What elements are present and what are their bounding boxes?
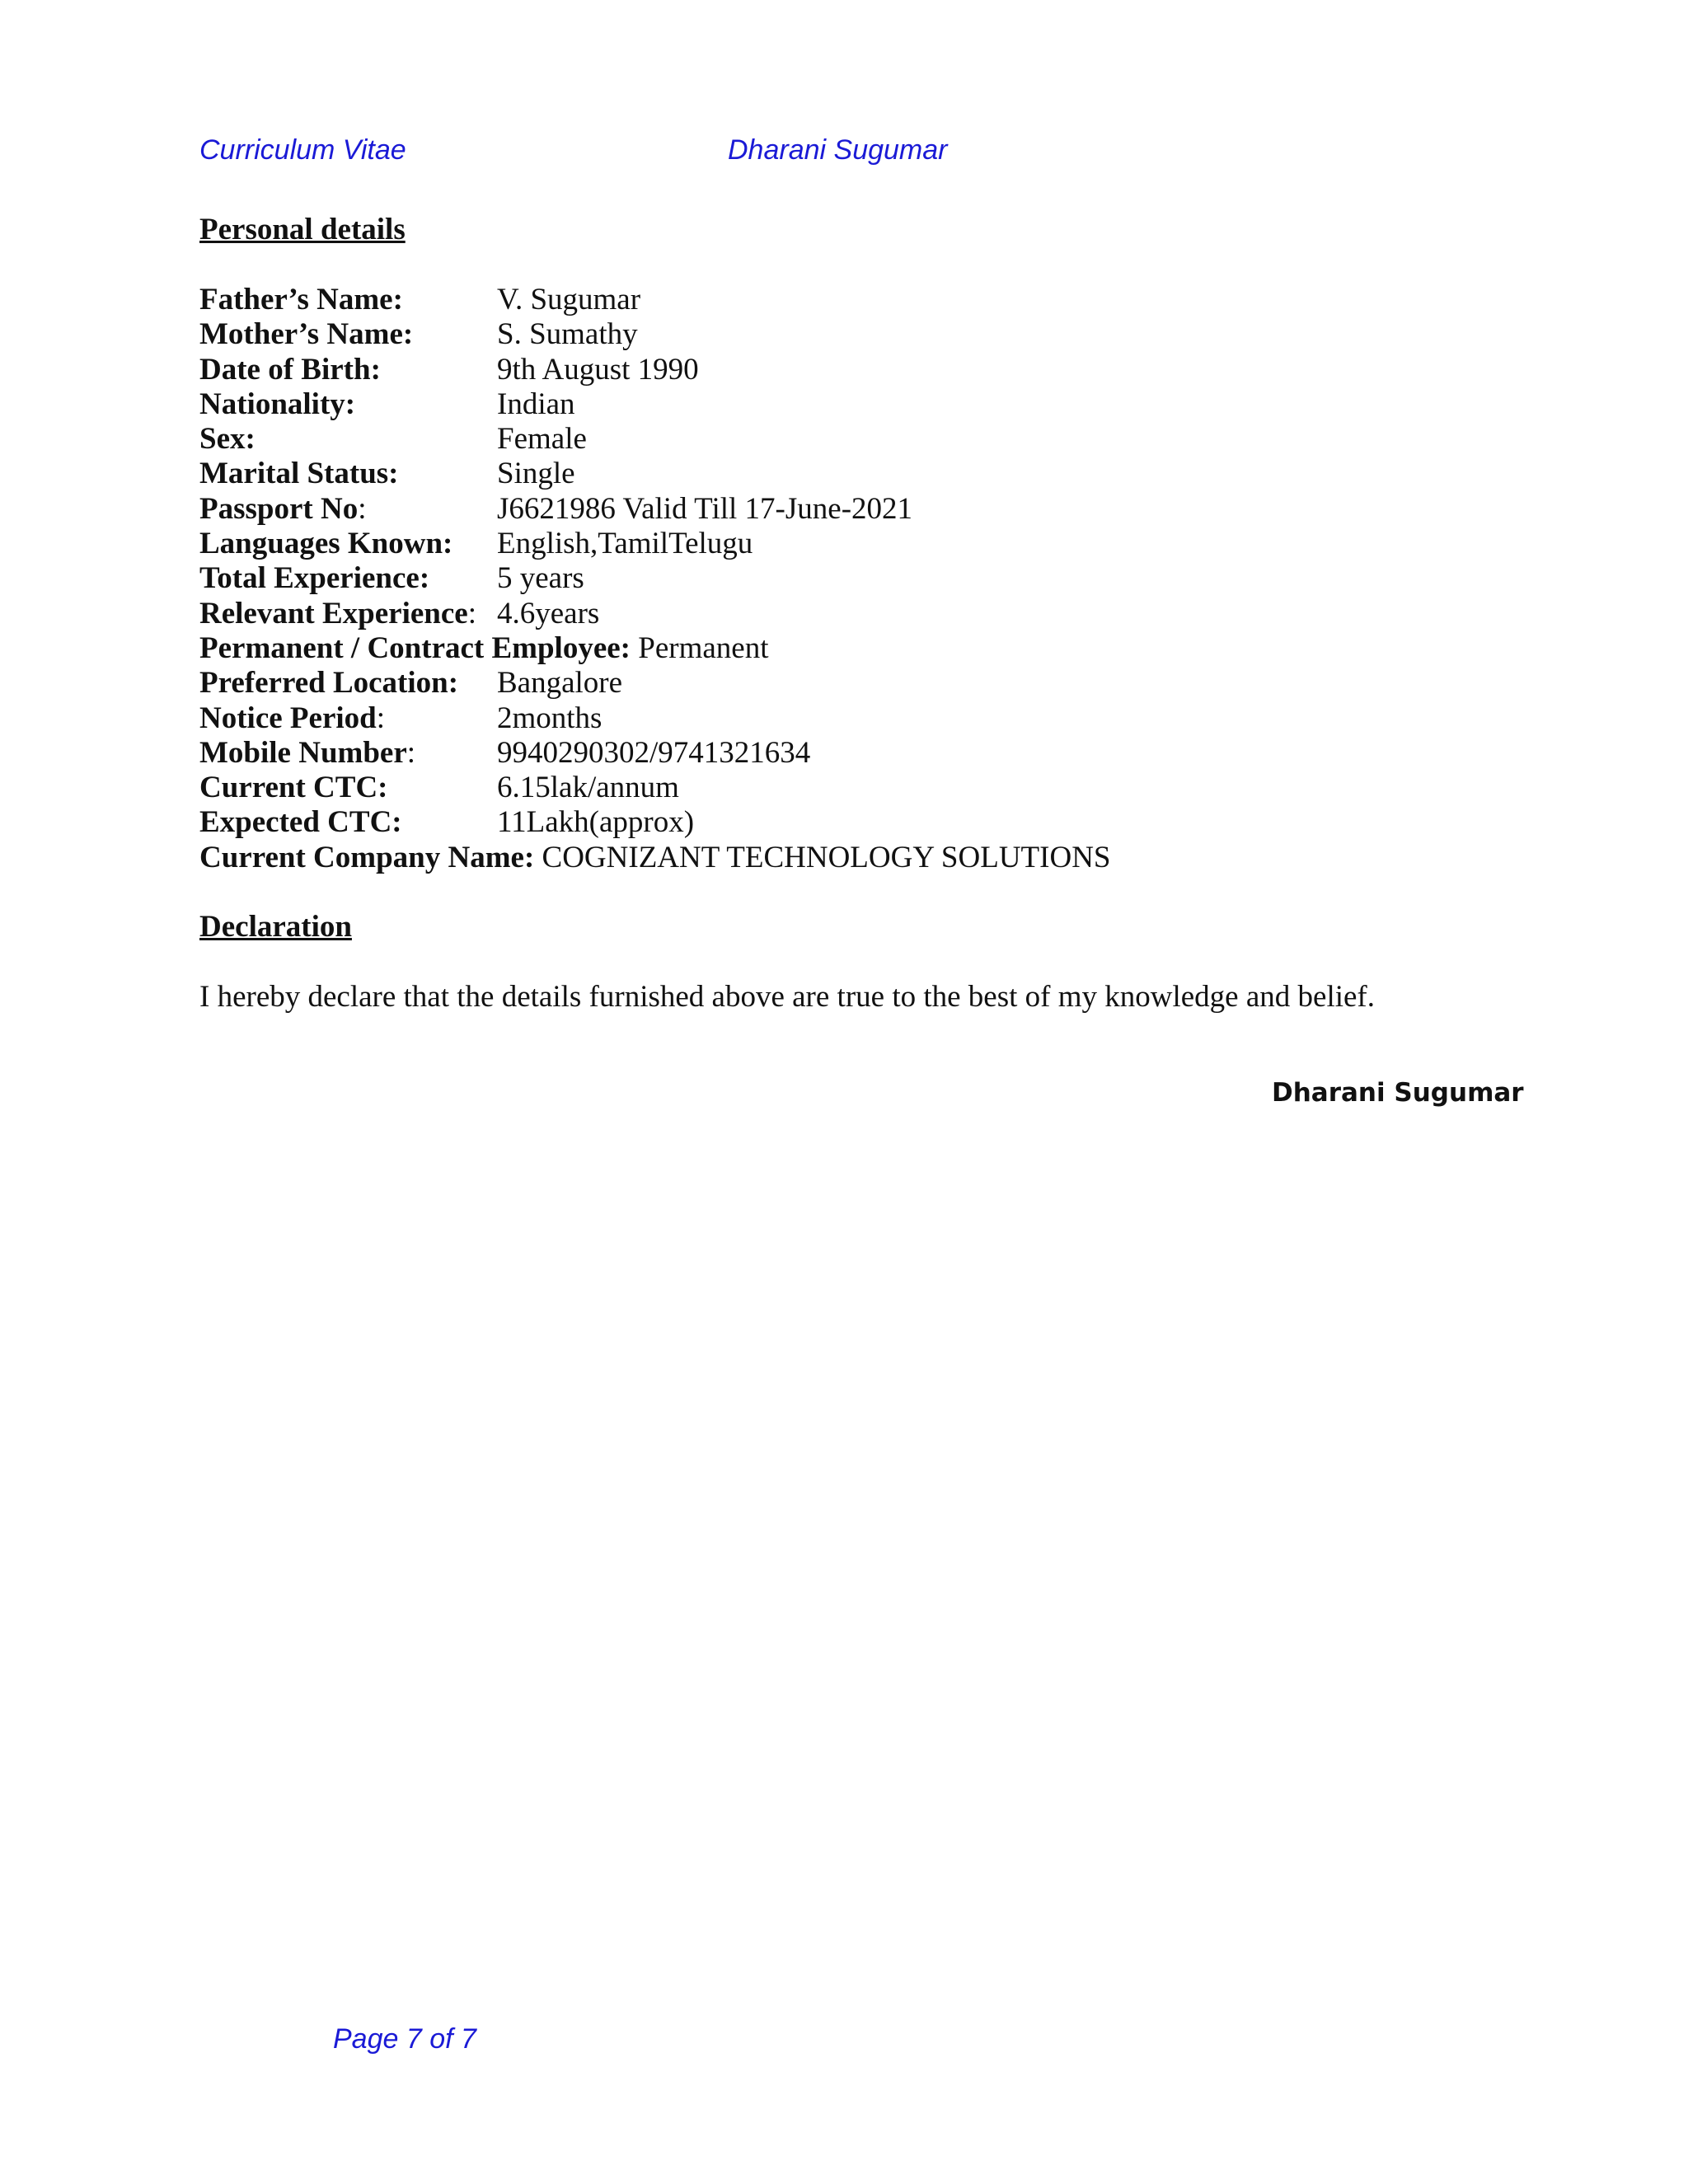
detail-value: 6.15lak/annum [497,771,679,805]
detail-row-marital-status [199,457,1111,491]
detail-row-expected-ctc [199,805,1111,840]
detail-row-mobile-number: Mobile Number: 9940290302/9741321634 [199,735,811,770]
detail-value: Single [497,457,575,491]
detail-value: English,TamilTelugu [497,527,753,561]
detail-label: Languages Known: [199,527,453,561]
detail-value: 2months [497,701,603,735]
detail-value: Permanent [638,630,769,665]
personal-details-heading: Personal details [199,213,406,246]
detail-value: Female [497,422,587,457]
personal-details-list [199,283,1111,875]
detail-label: Preferred Location: [199,666,459,701]
detail-label: Passport No [199,491,359,526]
detail-value: Bangalore [497,666,623,701]
detail-value: S. Sumathy [497,317,638,352]
detail-label: Notice Period [199,701,377,735]
detail-row-relevant-experience: Relevant Experience: 4.6years [199,596,600,630]
detail-label: Total Experience: [199,561,430,596]
detail-value: 11Lakh(approx) [497,805,695,840]
detail-row-mothers-name [199,317,1111,352]
detail-label: Mobile Number [199,735,407,770]
detail-row-sex [199,422,1111,457]
detail-label: Current Company Name: [199,840,535,874]
detail-row-fathers-name [199,283,1111,317]
detail-label: Expected CTC: [199,805,402,840]
detail-row-date-of-birth [199,353,1111,387]
detail-row-current-company [199,841,1111,875]
detail-label: Date of Birth: [199,352,381,387]
detail-row-languages-known [199,527,1111,561]
detail-row-current-ctc [199,771,1111,805]
detail-row-preferred-location [199,666,1111,701]
detail-value: Indian [497,387,575,421]
declaration-heading: Declaration [199,910,352,944]
detail-value: 5 years [497,561,584,596]
detail-row-passport-no: Passport No: J6621986 Valid Till 17-June-2021 [199,491,913,526]
detail-label: Relevant Experience [199,596,468,630]
detail-row-nationality [199,387,1111,422]
detail-label: Marital Status: [199,457,399,491]
detail-label: Mother’s Name: [199,317,414,352]
detail-label: Nationality: [199,387,356,421]
detail-row-total-experience [199,561,1111,596]
detail-value: 4.6years [497,596,600,630]
detail-label: Father’s Name: [199,283,403,316]
header-title: Curriculum Vitae [199,134,406,166]
detail-label: Sex: [199,422,256,457]
detail-label: Permanent / Contract Employee: [199,630,631,665]
detail-value: V. Sugumar [497,283,641,316]
detail-value: COGNIZANT TECHNOLOGY SOLUTIONS [542,840,1111,874]
signature-name: Dharani Sugumar [1272,1078,1524,1108]
header-author-name: Dharani Sugumar [728,134,948,166]
detail-value: 9th August 1990 [497,352,699,387]
detail-value: 9940290302/9741321634 [497,735,811,770]
detail-label: Current CTC: [199,771,388,805]
detail-row-employment-type [199,631,1111,666]
page-number: Page 7 of 7 [333,2023,476,2055]
declaration-text: I hereby declare that the details furnished above are true to the best of my knowledge and belief. [199,980,1375,1014]
detail-row-notice-period: Notice Period: 2months [199,701,603,735]
detail-value: J6621986 Valid Till 17-June-2021 [497,491,913,526]
